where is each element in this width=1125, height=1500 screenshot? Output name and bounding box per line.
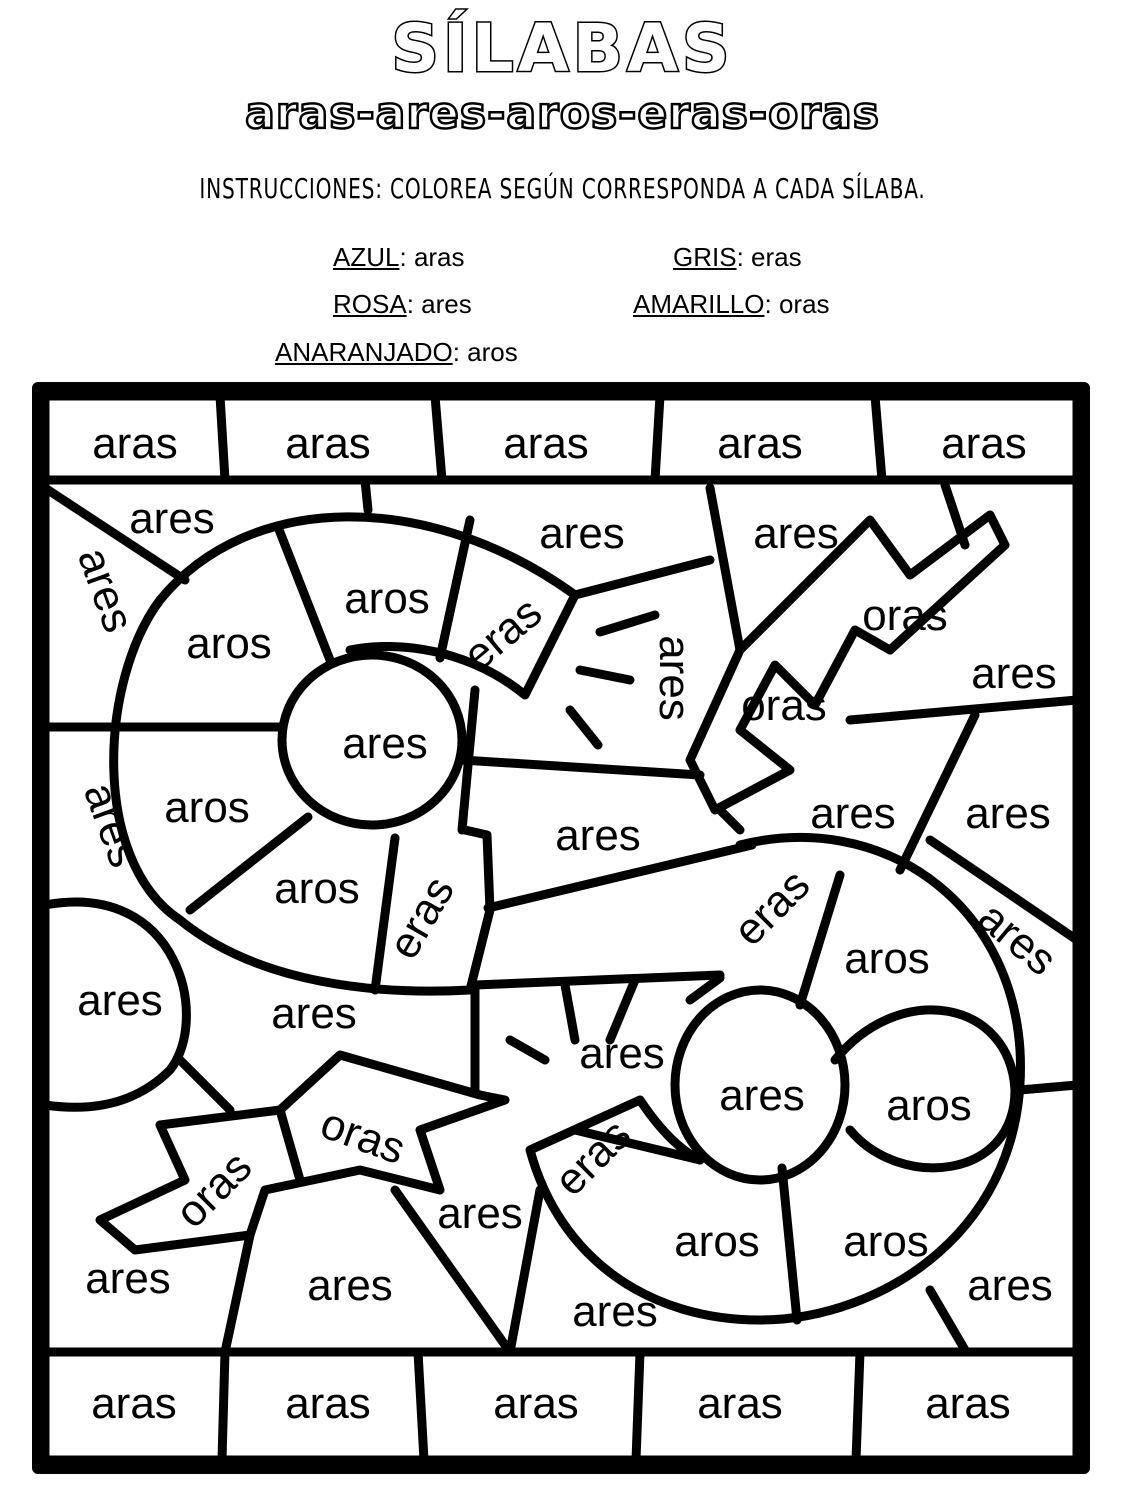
region-label: oras [862,591,948,640]
region-label: oras [741,681,827,730]
region-label: ares [555,811,641,860]
divider [180,1060,230,1110]
region-label: eras [724,860,820,956]
legend-syllable: aras [413,242,465,272]
region-label: ares [971,649,1057,698]
region-label: aras [285,1379,371,1428]
region-label: ares [73,776,150,874]
legend-syllable: oras [778,289,830,319]
region-label: ares [572,1287,658,1336]
lightning-right [690,515,1005,810]
page-title: SÍLABAS [391,10,734,87]
region-label: ares [85,1254,171,1303]
divider [365,480,368,510]
legend-color-label: GRIS [673,242,737,272]
legend-color-label: AZUL [333,242,400,272]
legend-separator: : [736,242,744,272]
region-label: ares [129,494,215,543]
region-label: oras [166,1142,262,1238]
region-label: aros [274,864,360,913]
divider [220,396,225,480]
legend-separator: : [399,242,407,272]
legend-color-label: ANARANJADO [275,337,453,367]
region-label: ares [77,976,163,1025]
region-label: aros [886,1081,972,1130]
region-label: ares [539,509,625,558]
divider [710,488,740,650]
legend-separator: : [764,289,772,319]
region-label: ares [437,1189,523,1238]
divider [375,838,395,990]
legend-color-label: AMARILLO [633,289,765,319]
region-label: aros [843,1217,929,1266]
ray [580,670,630,680]
region-label: ares [967,1261,1053,1310]
region-label: ares [650,635,699,721]
region-label: aras [493,1379,579,1428]
ray [600,615,655,632]
divider [1020,1085,1077,1090]
divider [655,396,660,480]
divider [475,975,720,985]
region-label: aras [941,419,1027,468]
divider [636,1352,640,1460]
region-label: aras [92,419,178,468]
page-subtitle: aras-ares-aros-eras-oras [245,88,880,139]
region-label: oras [314,1098,412,1175]
region-label: ares [342,719,428,768]
region-label: ares [968,892,1066,986]
divider [222,1352,225,1460]
divider [278,527,330,660]
divider [462,760,700,775]
region-label: aras [503,419,589,468]
legend-separator: : [452,337,460,367]
region-label: ares [67,541,144,639]
divider [875,396,882,480]
region-label: aras [91,1379,177,1428]
ray [510,1040,545,1060]
region-label: aras [925,1379,1011,1428]
region-label: aras [285,419,371,468]
divider [930,1290,965,1350]
divider [225,1235,250,1352]
divider [435,396,442,480]
region-label: ares [307,1261,393,1310]
legend-color-label: ROSA [333,289,407,319]
divider [280,1110,300,1180]
ray [565,985,575,1040]
region-label: aros [344,574,430,623]
region-label: ares [753,509,839,558]
region-label: ares [965,789,1051,838]
divider [850,700,1077,720]
region-label: aras [717,419,803,468]
legend-syllable: ares [421,289,472,319]
region-label: eras [454,587,552,681]
divider [690,978,720,1000]
divider [720,810,740,830]
region-label: aros [674,1217,760,1266]
legend-syllable: aros [467,337,518,367]
divider [575,560,710,595]
region-label: eras [378,868,465,968]
region-label: ares [810,789,896,838]
region-label: aros [164,783,250,832]
legend-syllable: eras [751,242,802,272]
region-label: eras [545,1110,641,1206]
region-label: ares [579,1029,665,1078]
instructions-text: INSTRUCCIONES: COLOREA SEGÚN CORRESPONDA A CADA SÍLABA. [199,172,926,205]
region-label: aros [844,934,930,983]
divider [856,1352,860,1460]
region-label: aros [186,619,272,668]
legend-separator: : [406,289,414,319]
ray [570,710,598,745]
region-label: ares [719,1071,805,1120]
divider [418,1352,424,1460]
region-label: ares [271,989,357,1038]
divider [782,1168,797,1320]
region-label: aras [697,1379,783,1428]
